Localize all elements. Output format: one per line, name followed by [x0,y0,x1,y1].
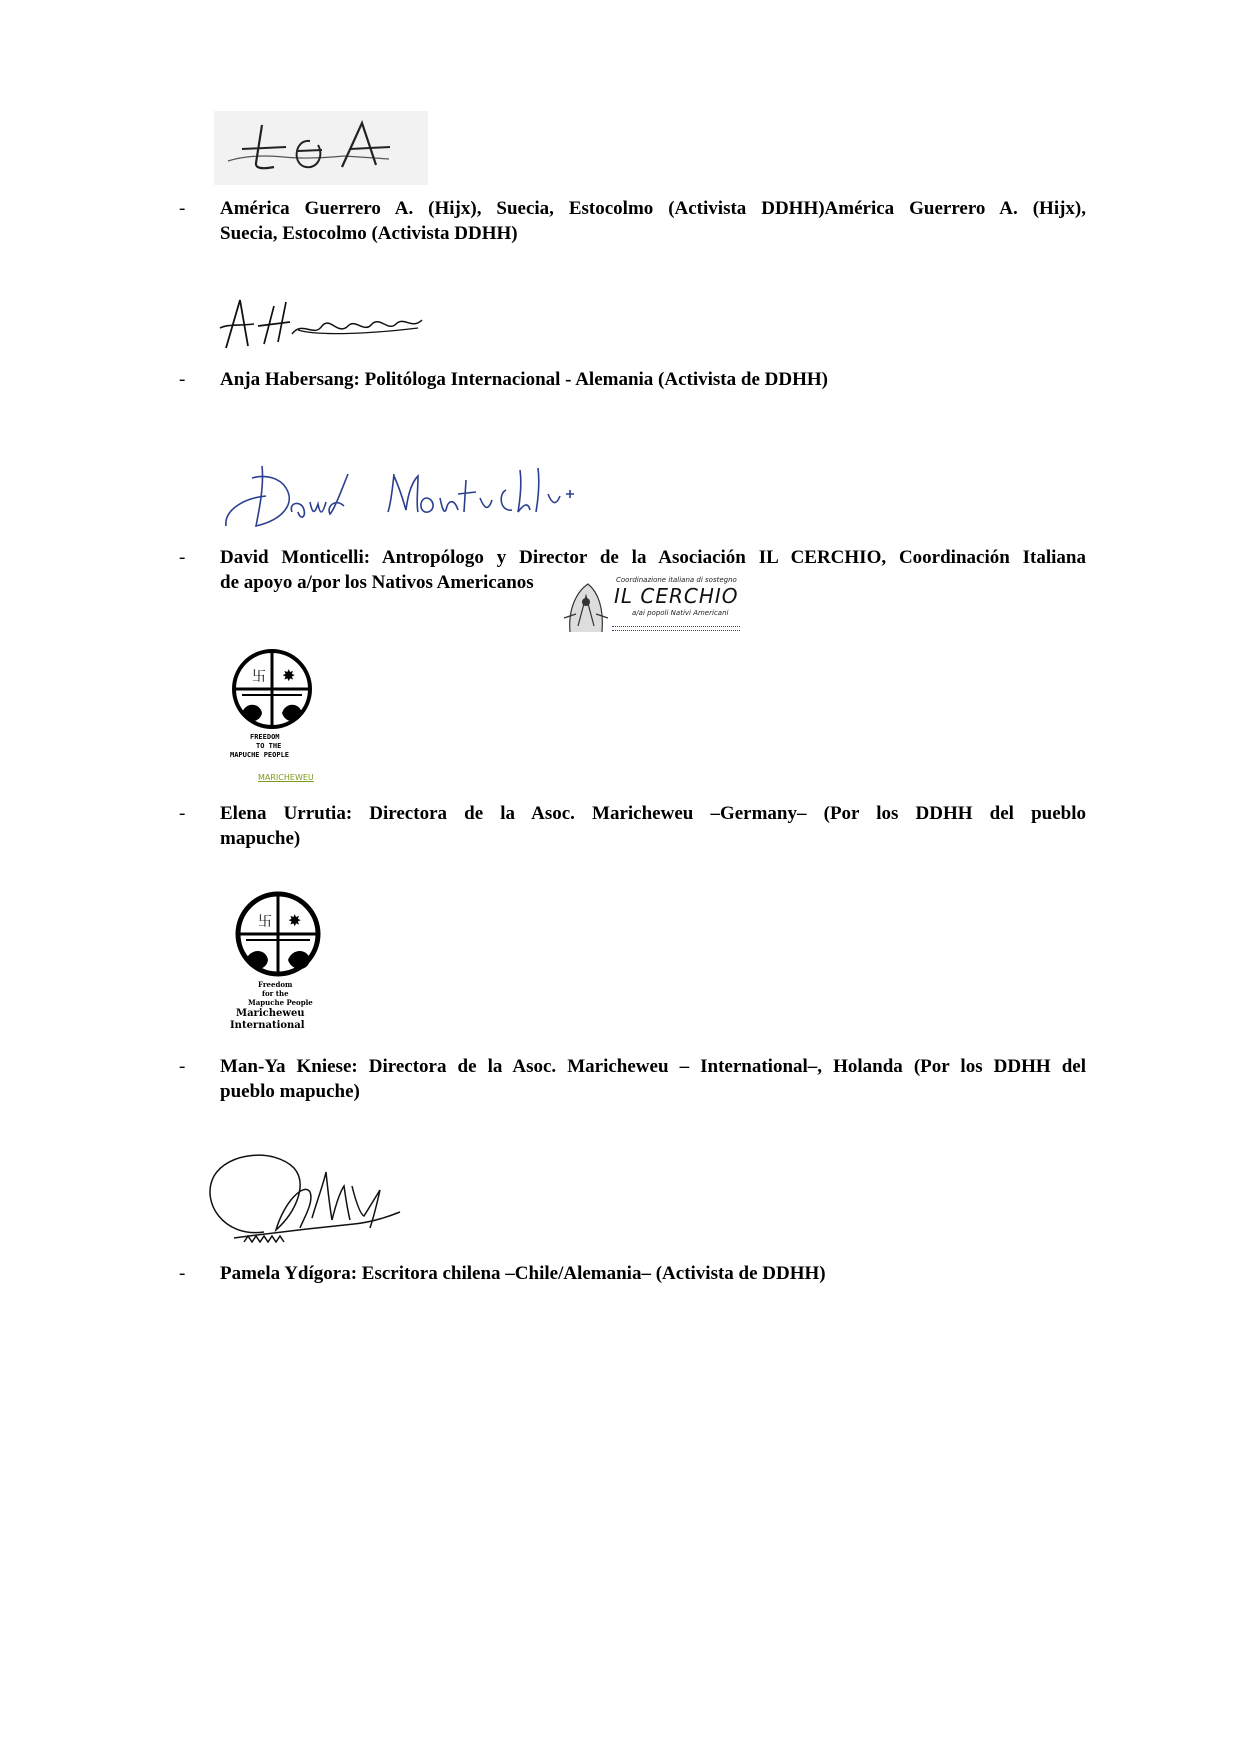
entry-text-line2: de apoyo a/por los Nativos Americanos [220,572,534,593]
list-dash: - [179,547,186,568]
il-cerchio-subtitle: a/ai popoli Nativi Americani [632,609,729,617]
svg-text:卐: 卐 [252,669,266,685]
logo-caption-line: for the [262,989,289,998]
logo-caption-line: TO THE [256,742,282,750]
logo-title-line: International [230,1020,305,1031]
entry-text-line2: pueblo mapuche) [220,1081,360,1102]
maricheweu-small-text: MARICHEWEU [258,773,314,782]
entry-text-line1: Man-Ya Kniese: Directora de la Asoc. Maricheweu – International–, Holanda (Por los DDHH del [220,1056,1086,1077]
il-cerchio-tagline: Coordinazione italiana di sostegno [616,576,737,584]
maricheweu-international-logo [226,890,336,1040]
entry-text: Anja Habersang: Politóloga Internacional - Alemania (Activista de DDHH) [220,369,828,390]
signature-america-guerrero [214,111,428,185]
kultrun-drum-icon [220,647,330,733]
entry-text-line1: América Guerrero A. (Hijx), Suecia, Estocolmo (Activista DDHH)América Guerrero A. (Hijx), [220,198,1086,219]
entry-text-line1: Elena Urrutia: Directora de la Asoc. Maricheweu –Germany– (Por los DDHH del pueblo [220,803,1086,824]
logo-title-line: Maricheweu [236,1008,305,1019]
logo-caption-line: MAPUCHE PEOPLE [230,751,290,759]
entry-man-ya-kniese [179,1054,1086,1104]
signature-pamela-ydigora [204,1142,404,1252]
list-dash: - [179,803,186,824]
list-dash: - [179,1263,186,1284]
signature-anja-habersang [218,290,430,352]
kultrun-drum-icon [226,890,336,980]
il-cerchio-title: IL CERCHIO [614,584,739,608]
il-cerchio-url-line [612,626,740,631]
list-dash: - [179,369,186,390]
svg-text:✸: ✸ [288,911,302,930]
list-dash: - [179,198,186,219]
entry-text-line1: David Monticelli: Antropólogo y Director de la Asociación IL CERCHIO, Coordinación Italiana [220,547,1086,568]
entry-elena-urrutia [179,801,1086,851]
logo-caption-line: FREEDOM [250,733,280,741]
logo-caption-line: Freedom [258,980,293,989]
entry-text: Pamela Ydígora: Escritora chilena –Chile/Alemania– (Activista de DDHH) [220,1263,826,1284]
entry-text-line2: mapuche) [220,828,301,849]
svg-text:卐: 卐 [258,914,272,930]
il-cerchio-logo [562,576,742,634]
entry-text-line2: Suecia, Estocolmo (Activista DDHH) [220,223,518,244]
list-dash: - [179,1056,186,1077]
entry-america-guerrero [179,196,1086,246]
entry-pamela-ydigora [179,1261,1086,1286]
svg-text:✸: ✸ [282,666,296,685]
logo-caption-line: Mapuche People [248,998,313,1007]
entry-anja-habersang [179,367,1086,392]
signature-david-monticelli [222,454,586,530]
maricheweu-germany-logo [220,647,330,785]
